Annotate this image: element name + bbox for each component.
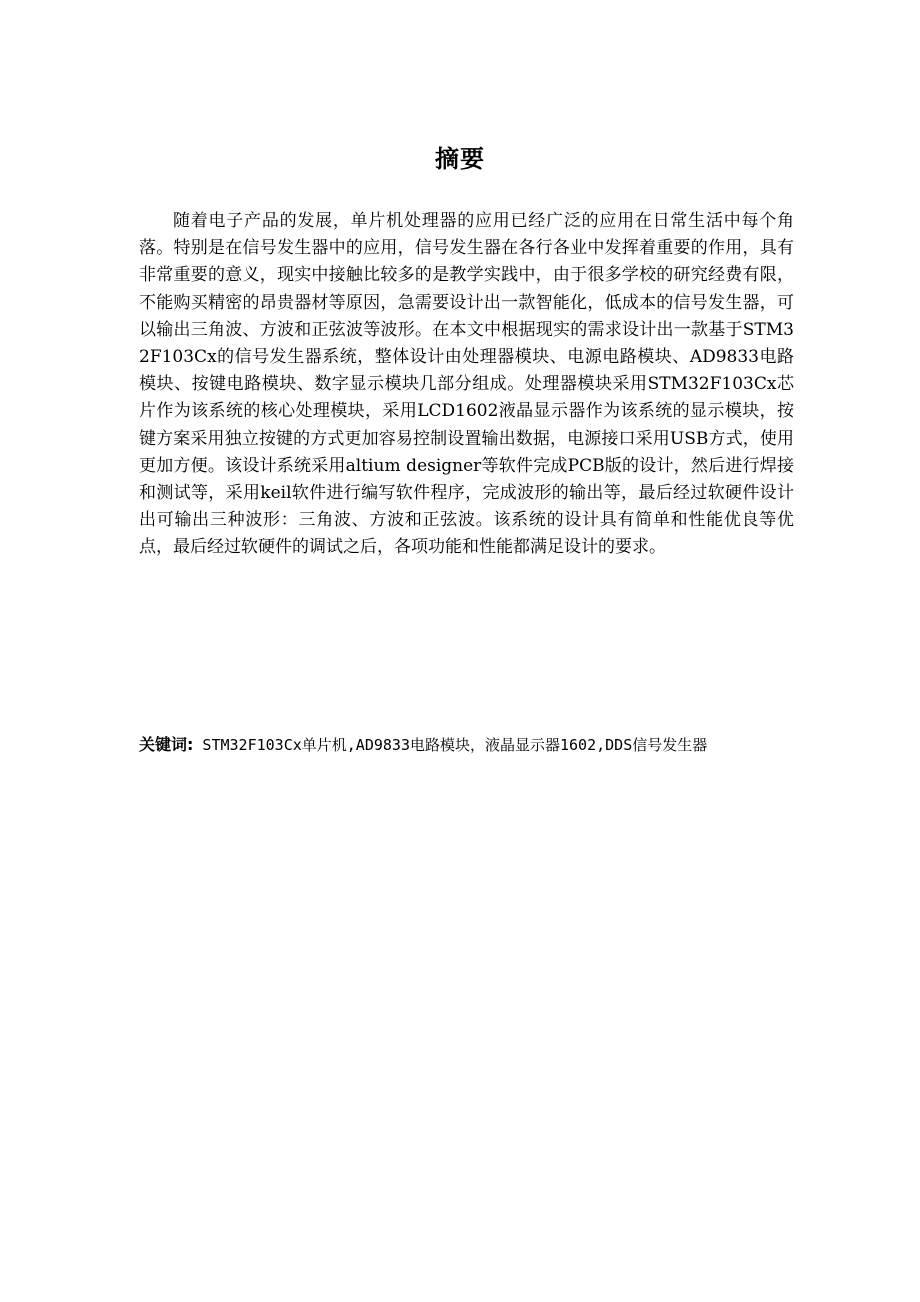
page-title: 摘要: [435, 145, 485, 173]
keywords-text: STM32F103Cx单片机,AD9833电路模块，液晶显示器1602,DDS信号发生器: [193, 736, 708, 754]
abstract-paragraph: 随着电子产品的发展，单片机处理器的应用已经广泛的应用在日常生活中每个角落。特别是在信号发生器中的应用，信号发生器在各行各业中发挥着重要的作用，具有非常重要的意义，现实中接触比较多的是教学实践中，由于很多学校的研究经费有限，不能购买精密的昂贵器材等原因，急需要设计出一款智能化，低成本的信号发生器，可以输出三角波、方波和正弦波等波形。在本文中根据现实的需求设计出一款基于STM32F103Cx的信号发生器系统，整体设计由处理器模块、电源电路模块、AD9833电路模块、按键电路模块、数字显示模块几部分组成。处理器模块采用STM32F103Cx芯片作为该系统的核心处理模块，采用LCD1602液晶显示器作为该系统的显示模块，按键方案采用独立按键的方式更加容易控制设置输出数据，电源接口采用USB方式，使用更加方便。该设计系统采用altium designer等软件完成PCB版的设计，然后进行焊接和测试等，采用keil软件进行编写软件程序，完成波形的输出等，最后经过软硬件设计出可输出三种波形：三角波、方波和正弦波。该系统的设计具有简单和性能优良等优点，最后经过软硬件的调试之后，各项功能和性能都满足设计的要求。: [139, 211, 794, 558]
keywords-label: 关键词:: [139, 735, 194, 754]
keywords-line: [139, 731, 794, 759]
